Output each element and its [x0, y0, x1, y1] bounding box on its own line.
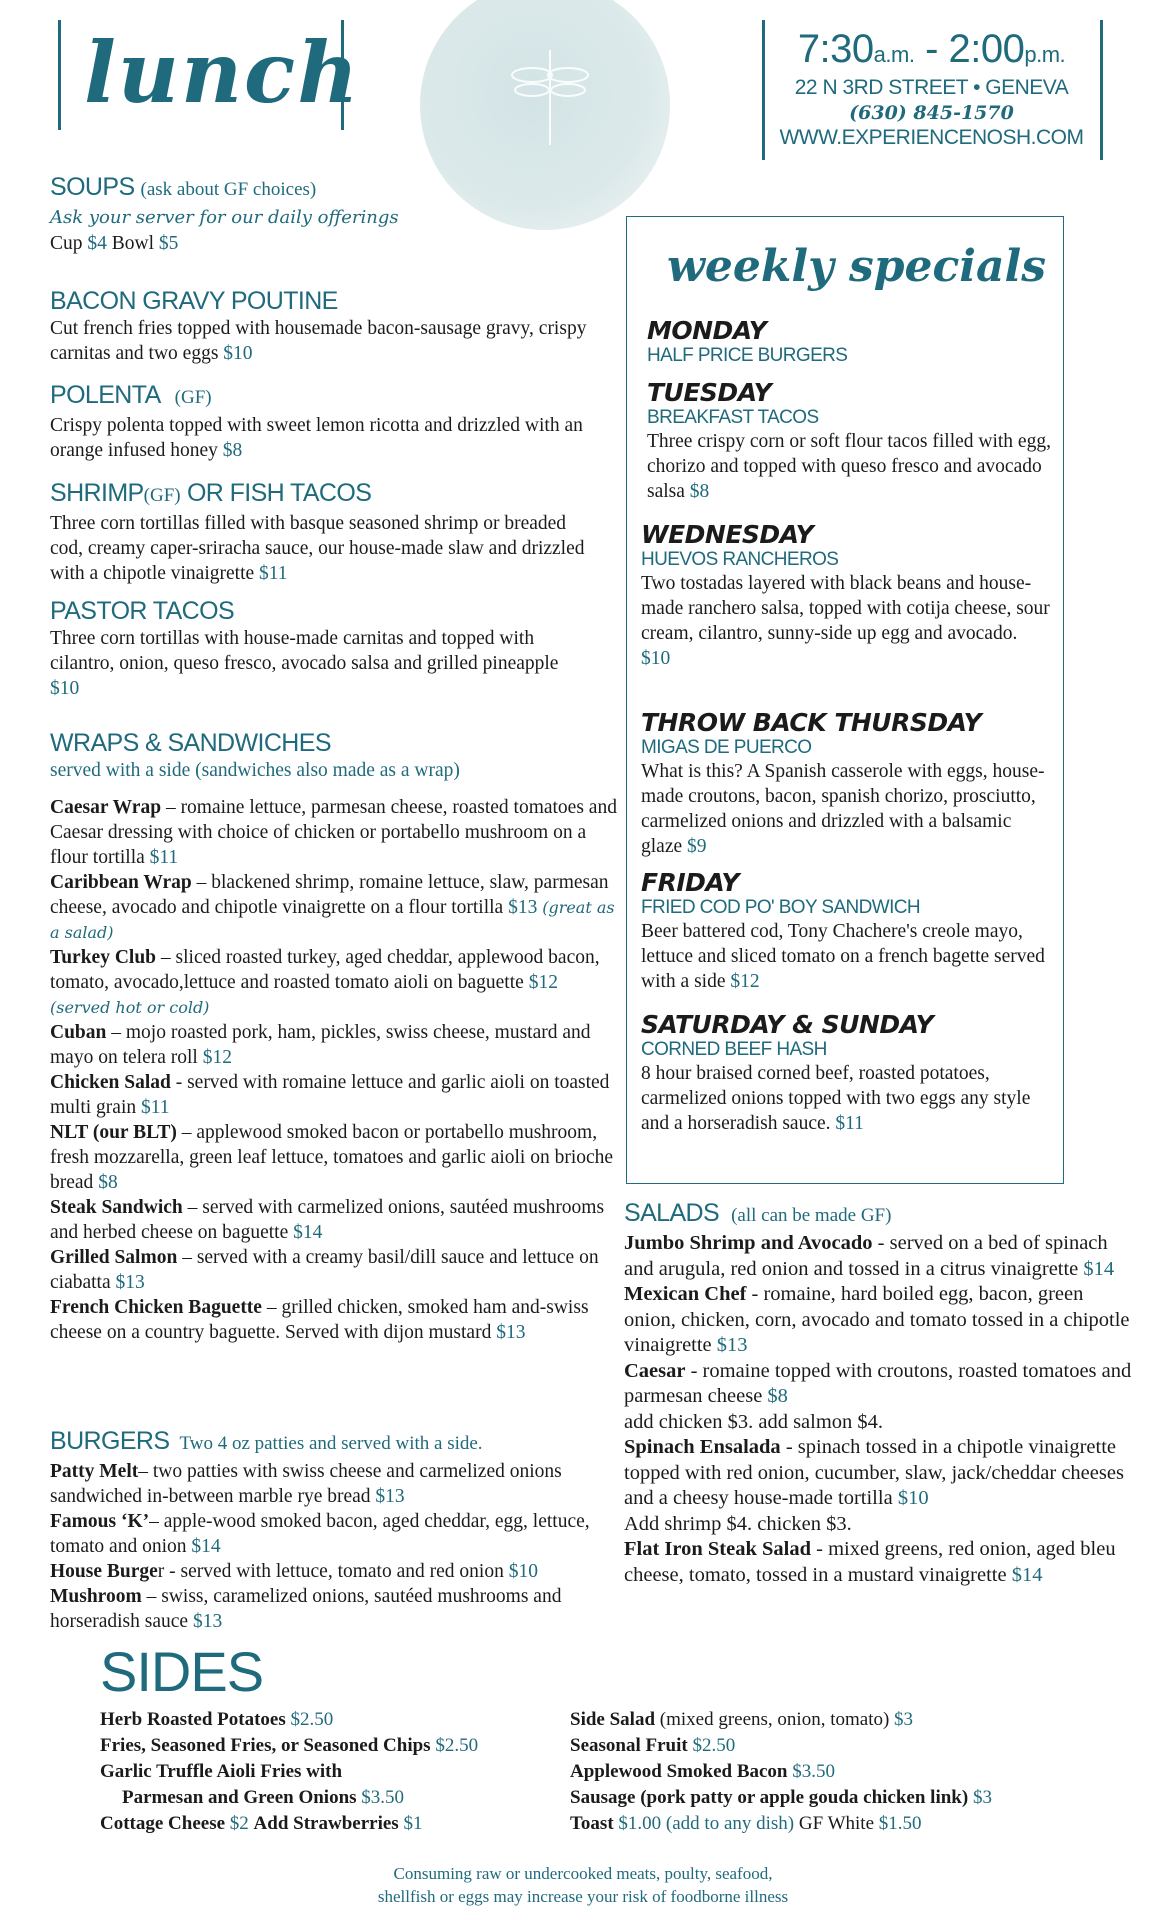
special-day: THROW BACK THURSDAY	[641, 708, 982, 737]
side-price: $3	[894, 1709, 914, 1730]
item-name: Chicken Salad	[50, 1072, 171, 1093]
item-name: Caribbean Wrap	[50, 872, 192, 893]
cup-label: Cup	[50, 233, 83, 254]
item-name: Steak Sandwich	[50, 1197, 183, 1218]
special-weekend	[641, 1011, 1051, 1136]
side-item	[570, 1707, 1130, 1733]
special-dish: BREAKFAST TACOS	[647, 407, 819, 428]
item-name: Flat Iron Steak Salad	[624, 1538, 812, 1560]
item-price: $11	[141, 1097, 170, 1118]
starter-title: BACON GRAVY POUTINE	[50, 287, 338, 315]
soups-title: SOUPS	[50, 173, 135, 201]
menu-item	[624, 1537, 1134, 1588]
item-name: Mushroom	[50, 1586, 142, 1607]
item-price: $14	[1083, 1257, 1115, 1280]
item-name: Caesar	[624, 1359, 686, 1382]
special-day: WEDNESDAY	[641, 520, 814, 549]
item-desc: - romaine, hard boiled egg, bacon, green onion, chicken, corn, avocado and tomato tossed in a chipotle vinaigrette	[624, 1283, 1130, 1356]
menu-item	[50, 1020, 620, 1070]
item-desc: – swiss, caramelized onions, sautéed mushrooms and horseradish sauce	[50, 1586, 562, 1632]
side-item	[570, 1733, 1130, 1759]
side-price: $3.50	[792, 1761, 835, 1782]
item-desc: - served with lettuce, tomato and red onion	[164, 1561, 504, 1582]
special-desc: What is this? A Spanish casserole with eggs, house-made croutons, bacon, spanish chorizo, prosciutto, carmelized onions and drizzled with a balsamic glaze	[641, 761, 1045, 857]
special-desc: Two tostadas layered with black beans and house-made ranchero salsa, topped with cotija cheese, sour cream, cilantro, sunny-side up egg and avocado.	[641, 573, 1050, 644]
side-name: Applewood Smoked Bacon	[570, 1761, 788, 1782]
side-tail: GF White	[798, 1813, 875, 1834]
address: 22 N 3RD STREET • GENEVA	[794, 76, 1069, 99]
item-price: $8	[98, 1172, 118, 1193]
item-price: $11	[149, 847, 179, 868]
special-day: MONDAY	[647, 316, 767, 345]
starter-price: $10	[50, 678, 80, 699]
side-price: $2	[229, 1813, 249, 1834]
side-price-2: $1.50	[878, 1813, 922, 1834]
item-price: $12	[528, 972, 558, 993]
item-price: $13	[716, 1334, 748, 1356]
salads-list	[624, 1231, 1134, 1588]
item-name: House Burge	[50, 1561, 158, 1582]
salads-title: SALADS	[624, 1199, 720, 1227]
hours-dash: -	[914, 27, 949, 71]
item-name: Famous ‘K’	[50, 1511, 150, 1532]
open-time: 7:30	[797, 27, 874, 71]
special-dish: MIGAS DE PUERCO	[641, 737, 812, 758]
special-tuesday	[647, 379, 1052, 504]
hours	[762, 26, 1101, 78]
weekly-specials-title: weekly specials	[667, 241, 1046, 292]
special-price: $9	[687, 836, 707, 857]
item-name: Cuban	[50, 1022, 107, 1043]
item-desc: – blackened shrimp, romaine lettuce, slaw, parmesan cheese, avocado and chipotle vinaigrette on a flour tortilla	[50, 872, 609, 918]
side-item	[100, 1733, 560, 1759]
side-price: $3	[972, 1787, 992, 1808]
menu-item	[624, 1359, 1134, 1436]
starter-price: $11	[259, 563, 288, 584]
side-item	[100, 1811, 560, 1837]
item-desc: - romaine topped with croutons, roasted tomatoes and parmesan cheese	[624, 1359, 1132, 1407]
side-price: $2.50	[435, 1735, 479, 1756]
item-note: (great as a salad)	[50, 898, 615, 942]
side-name: Herb Roasted Potatoes	[100, 1709, 286, 1730]
phone[interactable]: (630) 845-1570	[849, 102, 1014, 124]
burgers-subtitle: Two 4 oz patties and served with a side.	[179, 1433, 483, 1454]
menu-item	[50, 1070, 620, 1120]
side-name: Sausage (pork patty or apple gouda chicken link)	[570, 1787, 969, 1808]
item-desc: - spinach tossed in a chipotle vinaigrette topped with red onion, cucumber, slaw, jack/cheddar cheeses and a cheesy house-made tortilla	[624, 1436, 1124, 1509]
starter-title: POLENTA	[50, 381, 161, 409]
side-item	[100, 1707, 560, 1733]
footer-line-2: shellfish or eggs may increase your risk of foodborne illness	[377, 1887, 789, 1906]
item-price: $13	[375, 1486, 405, 1507]
item-desc: - mixed greens, red onion, aged bleu cheese, tomato, tossed in a mustard vinaigrette	[624, 1538, 1116, 1586]
side-name: Garlic Truffle Aioli Fries with	[100, 1761, 343, 1782]
menu-item	[50, 870, 620, 945]
close-time: 2:00	[948, 27, 1025, 71]
sides-right	[570, 1707, 1130, 1837]
special-dish: CORNED BEEF HASH	[641, 1039, 827, 1060]
item-name: Jumbo Shrimp and Avocado	[624, 1232, 873, 1254]
special-price: $12	[730, 971, 760, 992]
item-price: $10	[508, 1561, 538, 1582]
wraps-title: WRAPS & SANDWICHES	[50, 729, 331, 757]
side-item	[100, 1785, 560, 1811]
item-name: Patty Melt	[50, 1461, 139, 1482]
side-item	[100, 1759, 560, 1785]
burgers-section	[50, 1426, 620, 1634]
item-desc: – mojo roasted pork, ham, pickles, swiss cheese, mustard and mayo on telera roll	[50, 1022, 591, 1068]
starter-title: PASTOR TACOS	[50, 597, 235, 625]
item-price: $12	[202, 1047, 232, 1068]
special-dish: HUEVOS RANCHEROS	[641, 549, 839, 570]
soups-prices	[50, 231, 610, 256]
bowl-label: Bowl	[111, 233, 155, 254]
item-price: $14	[293, 1222, 323, 1243]
side-price: $3.50	[361, 1787, 405, 1808]
item-price: $13	[508, 897, 538, 918]
item-name: Grilled Salmon	[50, 1247, 178, 1268]
special-day: TUESDAY	[647, 378, 772, 407]
bowl-price: $5	[158, 233, 179, 254]
item-name: French Chicken Baguette	[50, 1297, 262, 1318]
item-note: (served hot or cold)	[50, 998, 210, 1017]
soups-note: (ask about GF choices)	[140, 179, 317, 200]
side-item	[570, 1811, 1130, 1837]
item-desc: – two patties with swiss cheese and carmelized onions sandwiched in-between marble rye bread	[50, 1461, 562, 1507]
side-note: (mixed greens, onion, tomato)	[659, 1709, 890, 1730]
menu-item	[624, 1435, 1134, 1537]
item-desc: – applewood smoked bacon or portabello mushroom, fresh mozzarella, green leaf lettuce, tomatoes and garlic aioli on brioche bread	[50, 1122, 614, 1193]
item-extra: add chicken $3. add salmon $4.	[624, 1410, 884, 1433]
item-name: Turkey Club	[50, 947, 157, 968]
menu-item	[50, 1245, 620, 1295]
starter-desc: Cut french fries topped with housemade bacon-sausage gravy, crispy carnitas and two eggs	[50, 318, 587, 364]
menu-item	[50, 1195, 620, 1245]
starter-title: SHRIMP	[50, 479, 144, 507]
menu-item	[50, 1584, 620, 1634]
special-desc: Beer battered cod, Tony Chachere's creole mayo, lettuce and sliced tomato on a french bagette served with a side	[641, 921, 1045, 992]
starter-desc: Crispy polenta topped with sweet lemon ricotta and drizzled with an orange infused honey	[50, 415, 583, 461]
burgers-list	[50, 1459, 620, 1634]
side-item	[570, 1785, 1130, 1811]
side-name-2: Add Strawberries	[253, 1813, 399, 1834]
item-desc: – served with carmelized onions, sautéed mushrooms and herbed cheese on baguette	[50, 1197, 605, 1243]
item-price: $14	[191, 1536, 221, 1557]
item-desc: – grilled chicken, smoked ham and-swiss cheese on a country baguette. Served with dijon mustard	[50, 1297, 589, 1343]
footer-line-1: Consuming raw or undercooked meats, poulty, seafood,	[393, 1864, 773, 1883]
item-desc: – sliced roasted turkey, aged cheddar, applewood bacon, tomato, avocado,lettuce and roasted tomato aioli on baguette	[50, 947, 600, 993]
item-name: Caesar Wrap	[50, 797, 162, 818]
menu-item	[50, 1459, 620, 1509]
close-ampm: p.m.	[1024, 42, 1066, 67]
salads-subtitle: (all can be made GF)	[731, 1205, 892, 1226]
item-name: Mexican Chef	[624, 1283, 747, 1305]
side-name: Side Salad	[570, 1709, 656, 1730]
starter-polenta	[50, 380, 590, 463]
starter-price: $8	[222, 440, 243, 461]
salads-section	[624, 1198, 1134, 1588]
item-price: $13	[496, 1322, 526, 1343]
item-price: $13	[115, 1272, 145, 1293]
item-price: $8	[767, 1385, 788, 1407]
open-ampm: a.m.	[873, 42, 915, 67]
side-name: Parmesan and Green Onions	[122, 1787, 357, 1808]
menu-item	[50, 795, 620, 870]
starter-pastor-tacos	[50, 596, 590, 701]
item-price: $13	[192, 1611, 223, 1632]
special-monday	[647, 317, 1047, 367]
sides-left	[100, 1707, 560, 1837]
lunch-title: lunch	[84, 23, 361, 122]
item-name: Spinach Ensalada	[624, 1436, 781, 1458]
menu-item	[50, 1120, 620, 1195]
burgers-title: BURGERS	[50, 1427, 170, 1455]
item-desc: - served on a bed of spinach and arugula, red onion and tossed in a citrus vinaigrette	[624, 1232, 1108, 1280]
special-day: SATURDAY & SUNDAY	[641, 1010, 934, 1039]
side-name: Seasonal Fruit	[570, 1735, 688, 1756]
item-desc: - served with romaine lettuce and garlic aioli on toasted multi grain	[50, 1072, 610, 1118]
wraps-list	[50, 795, 620, 1345]
special-dish: FRIED COD PO' BOY SANDWICH	[641, 897, 921, 918]
special-friday	[641, 869, 1051, 994]
weekly-specials-box	[626, 216, 1064, 1184]
item-extra: Add shrimp $4. chicken $3.	[624, 1512, 852, 1535]
special-desc: Three crispy corn or soft flour tacos filled with egg, chorizo and topped with queso fresco and avocado salsa	[647, 431, 1051, 502]
item-name: NLT (our BLT)	[50, 1122, 177, 1143]
wraps-subtitle: served with a side (sandwiches also made as a wrap)	[50, 760, 460, 781]
starter-desc: Three corn tortillas with house-made carnitas and topped with cilantro, onion, queso fresco, avocado salsa and grilled pineapple	[50, 628, 559, 674]
special-price: $10	[641, 648, 671, 669]
special-day: FRIDAY	[641, 868, 739, 897]
special-desc: 8 hour braised corned beef, roasted potatoes, carmelized onions topped with two eggs any style and a horseradish sauce.	[641, 1063, 1031, 1134]
starter-tag: (GF)	[143, 485, 181, 506]
side-price: $2.50	[290, 1709, 334, 1730]
cup-price: $4	[87, 233, 107, 254]
item-desc: – romaine lettuce, parmesan cheese, roasted tomatoes and Caesar dressing with choice of chicken or portabello mushroom on a flour tortilla	[50, 797, 617, 868]
side-price: $1.00 (add to any dish)	[618, 1813, 795, 1834]
side-name: Fries, Seasoned Fries, or Seasoned Chips	[100, 1735, 431, 1756]
menu-item	[50, 945, 620, 1020]
starter-title-2: OR FISH TACOS	[180, 479, 372, 507]
special-price: $11	[835, 1113, 864, 1134]
item-price: $10	[897, 1487, 929, 1509]
special-price: $8	[689, 481, 710, 502]
item-desc: – apple-wood smoked bacon, aged cheddar, egg, lettuce, tomato and onion	[50, 1511, 590, 1557]
menu-item	[50, 1559, 620, 1584]
footer-disclaimer	[0, 1862, 1166, 1908]
sides-title: SIDES	[100, 1640, 264, 1703]
side-name: Cottage Cheese	[100, 1813, 226, 1834]
starter-poutine	[50, 286, 590, 366]
item-desc: – served with a creamy basil/dill sauce and lettuce on ciabatta	[50, 1247, 599, 1293]
wraps-section	[50, 728, 620, 1345]
item-name-tail: r	[157, 1561, 165, 1582]
soups-script-note: Ask your server for our daily offerings	[50, 207, 399, 228]
menu-item	[624, 1231, 1134, 1282]
side-item	[570, 1759, 1130, 1785]
starter-price: $10	[223, 343, 253, 364]
side-price: $2.50	[692, 1735, 736, 1756]
special-thursday	[641, 709, 1051, 859]
special-dish: HALF PRICE BURGERS	[647, 345, 848, 366]
item-price: $14	[1011, 1563, 1043, 1586]
starter-desc: Three corn tortillas filled with basque seasoned shrimp or breaded cod, creamy caper-sriracha sauce, our house-made slaw and drizzled with a chipotle vinaigrette	[50, 513, 585, 584]
dragonfly-icon	[510, 40, 590, 150]
starter-shrimp-fish-tacos	[50, 478, 590, 586]
menu-item	[50, 1509, 620, 1559]
menu-item	[624, 1282, 1134, 1359]
menu-item	[50, 1295, 620, 1345]
website-link[interactable]: WWW.EXPERIENCENOSH.COM	[779, 126, 1084, 149]
starter-tag: (GF)	[174, 387, 212, 408]
special-wednesday	[641, 521, 1051, 671]
side-name: Toast	[570, 1813, 614, 1834]
soups-section	[50, 172, 610, 256]
side-price-2: $1	[403, 1813, 423, 1834]
